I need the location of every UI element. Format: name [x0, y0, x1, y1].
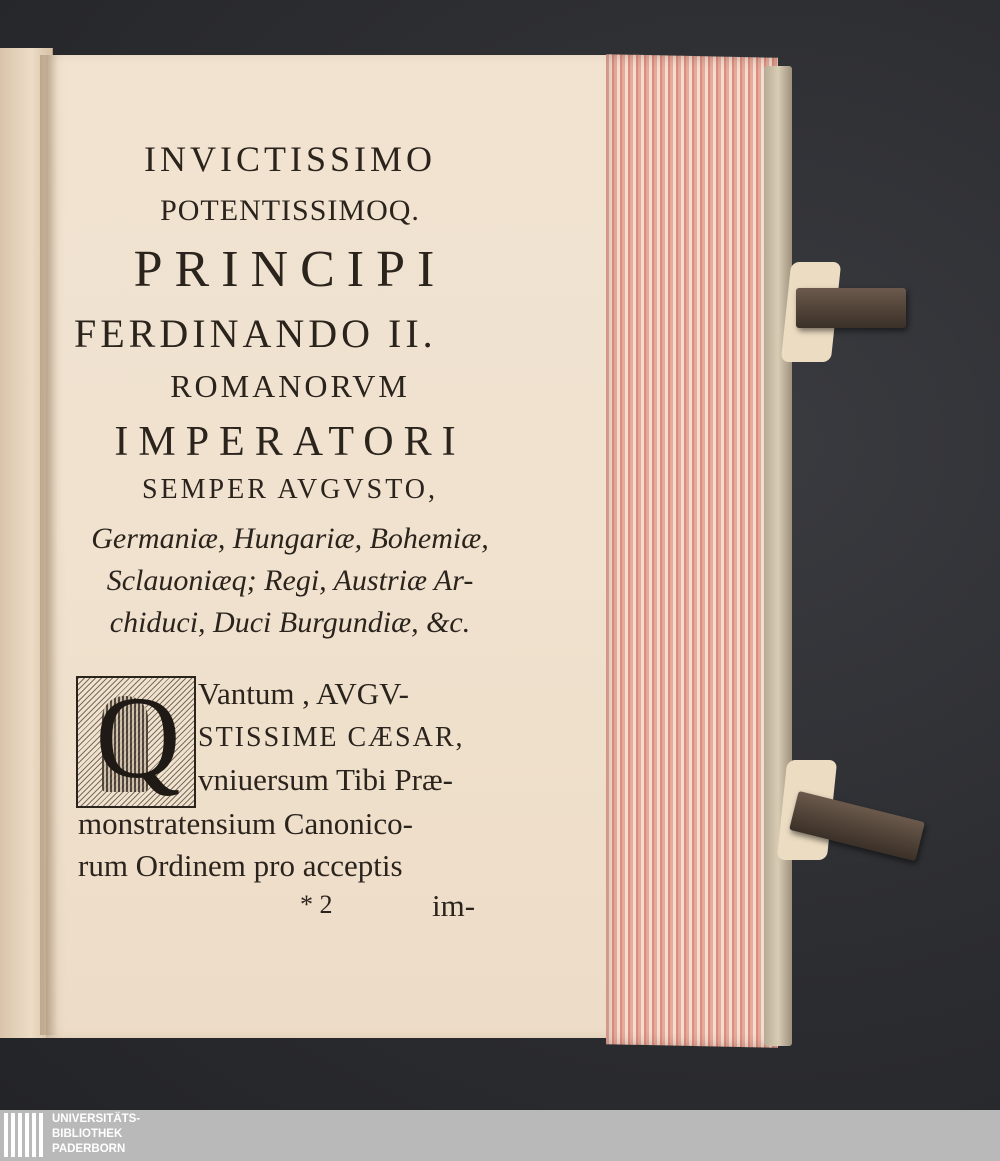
dedication-line-1: INVICTISSIMO — [143, 139, 436, 179]
clasp-top-metal — [796, 288, 906, 328]
signature-mark: * 2 — [300, 890, 333, 919]
dedication-line-7: SEMPER AVGVSTO, — [141, 474, 439, 505]
dedication-line-3: PRINCIPI — [133, 241, 447, 298]
fore-edge — [606, 54, 778, 1048]
dedication-line-9: Sclauoniæq; Regi, Austriæ Ar- — [106, 564, 474, 597]
library-logo-text[interactable] — [52, 1112, 140, 1157]
initial-letter: Q — [95, 672, 181, 803]
logo-line-3: PADERBORN — [52, 1143, 126, 1155]
catchword: im- — [432, 888, 476, 923]
body-line-4: monstratensium Canonico- — [78, 806, 413, 841]
body-line-5: rum Ordinem pro acceptis — [78, 848, 403, 883]
dedication-line-2: POTENTISSIMOQ. — [160, 194, 420, 227]
page-gutter — [40, 55, 58, 1035]
dedication-line-8: Germaniæ, Hungariæ, Bohemiæ, — [91, 522, 489, 555]
body-line-1: Vantum , AVGV- — [198, 676, 410, 711]
woodcut-initial — [76, 672, 196, 808]
dedication-line-10: chiduci, Duci Burgundiæ, &c. — [109, 606, 471, 639]
body-line-3: vniuersum Tibi Præ- — [198, 762, 453, 797]
footer-bar — [0, 1110, 1000, 1161]
dedication-line-4: FERDINANDO II. — [74, 311, 437, 356]
dedication-line-5: ROMANORVM — [170, 368, 410, 404]
logo-line-2: BIBLIOTHEK — [52, 1128, 123, 1140]
logo-line-1: UNIVERSITÄTS- — [52, 1113, 141, 1125]
library-logo-icon — [4, 1113, 44, 1157]
body-line-2: STISSIME CÆSAR, — [198, 722, 465, 753]
book-cover-edge — [764, 66, 792, 1046]
dedication-line-6: IMPERATORI — [114, 419, 466, 465]
